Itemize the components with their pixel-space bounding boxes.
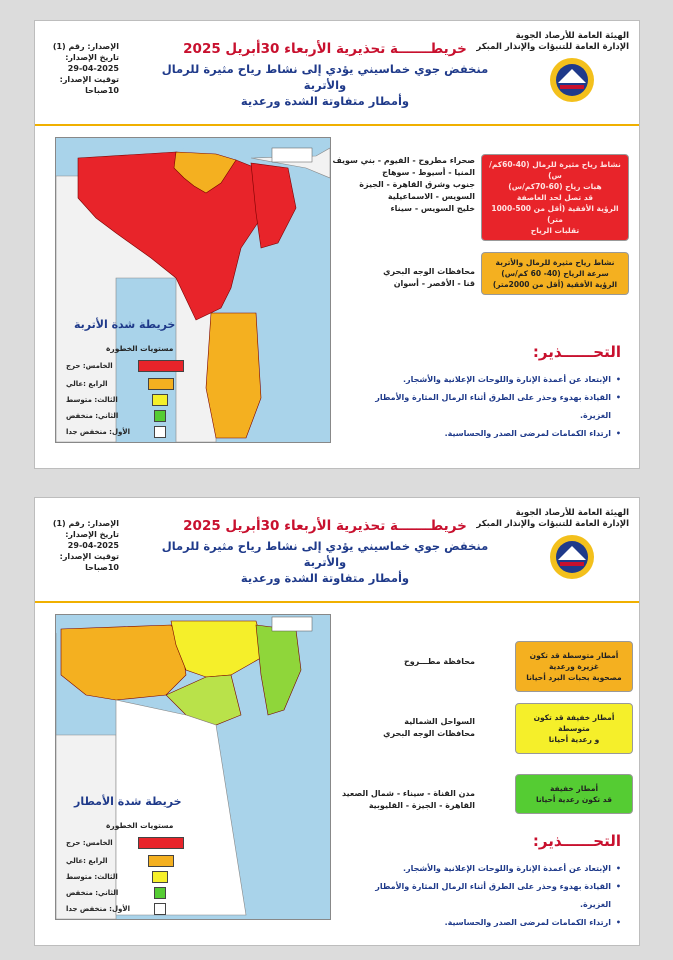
header xyxy=(35,498,639,594)
level-medium xyxy=(66,394,196,408)
area-item: مدن القناة - سيناء - شمال الصعيد xyxy=(342,789,475,798)
level-swatch xyxy=(152,394,168,406)
ema-logo-icon xyxy=(543,532,601,582)
box-line: مصحوبة بحبات البرد أحيانا xyxy=(526,673,622,682)
level-critical xyxy=(66,360,196,374)
level-very-low xyxy=(66,903,196,917)
area-item: خليج السويس - سيناء xyxy=(390,204,475,213)
issue-date: تاريخ الإصدار: 2025-04-29 xyxy=(65,53,119,73)
box-line: أمطار متوسطة قد تكون غزيرة ورعدية xyxy=(529,651,619,671)
level-low xyxy=(66,410,196,424)
title: خريطـــــــة تحذيرية الأربعاء 30أبريل 2025 xyxy=(183,41,467,57)
high-dust-box xyxy=(481,252,629,295)
subtitle-line-1: منخفض جوي خماسيني يؤدي إلى نشاط رياح مثيرة للرمال والأتربة xyxy=(161,539,489,569)
high-rain-box xyxy=(515,641,633,692)
area-item: صحراء مطروح - الفيوم - بني سويف xyxy=(332,156,475,165)
area-item: محافظة مطـــروح xyxy=(403,657,475,666)
header xyxy=(35,21,639,117)
level-medium xyxy=(66,871,196,885)
box-line: أمطار خفيفة قد تكون متوسطة xyxy=(533,713,615,733)
issue-meta xyxy=(39,41,119,96)
area-item: السواحل الشمالية xyxy=(404,717,475,726)
warning-item: • الإبتعاد عن أعمدة الإنارة واللوحات الإعلانية والأشجار. xyxy=(361,860,621,878)
box-line: قد تصل لحد العاصفة xyxy=(516,193,594,202)
warning-header: التحــــــذير: xyxy=(532,343,621,361)
level-label: الثالث: متوسط xyxy=(66,873,118,881)
level-label: الثاني: منخفض xyxy=(66,889,119,897)
medium-rain-areas xyxy=(325,716,475,740)
level-label: الثالث: متوسط xyxy=(66,396,118,404)
level-high xyxy=(66,378,196,392)
high-areas xyxy=(325,266,475,290)
level-swatch xyxy=(154,887,166,899)
critical-dust-box xyxy=(481,154,629,241)
level-swatch xyxy=(154,903,166,915)
title: خريطـــــــة تحذيرية الأربعاء 30أبريل 2025 xyxy=(183,518,467,534)
level-swatch xyxy=(148,855,174,867)
level-label: الأول: منخفض جدا xyxy=(66,905,131,913)
box-line: سرعة الرياح (40- 60 كم/س) xyxy=(501,269,609,278)
box-line: نشاط رياح مثيرة للرمال (40-60كم/س) xyxy=(489,160,621,180)
area-item: محافظات الوجه البحري xyxy=(383,729,475,738)
issue-number: الإصدار: رقم (1) xyxy=(52,519,119,528)
issue-meta xyxy=(39,518,119,573)
warning-item: • القيادة بهدوء وحذر على الطرق أثناء الرمال المثارة والأمطار الغزيرة. xyxy=(361,389,621,425)
box-line: هبات رياح (60-70كم/س) xyxy=(508,182,602,191)
level-label: الثاني: منخفض xyxy=(66,412,119,420)
header-divider xyxy=(35,124,639,126)
ema-logo-icon xyxy=(543,55,601,105)
org-line-1: الهيئة العامة للأرصاد الجوية xyxy=(515,508,629,518)
dust-warning-card xyxy=(34,20,640,469)
box-line: تقلبات الرياح xyxy=(530,226,580,235)
map-title: خريطة شدة الأمطار xyxy=(74,795,182,808)
level-label: الخامس: حرج xyxy=(66,362,113,370)
box-line: و رعدية أحيانا xyxy=(548,735,600,744)
area-item: جنوب وشرق القاهرة - الجيزة xyxy=(359,180,475,189)
level-swatch xyxy=(138,360,184,372)
level-very-low xyxy=(66,426,196,440)
subtitle-line-2: وأمطار متفاوتة الشدة ورعدية xyxy=(240,571,410,585)
warning-item: • القيادة بهدوء وحذر على الطرق أثناء الرمال المثارة والأمطار الغزيرة. xyxy=(361,878,621,914)
rain-warning-card xyxy=(34,497,640,946)
levels-header: مستويات الخطورة xyxy=(106,821,174,830)
issue-time: توقيت الإصدار: 10صباحا xyxy=(59,75,119,95)
levels-header: مستويات الخطورة xyxy=(106,344,174,353)
level-critical xyxy=(66,837,196,851)
level-swatch xyxy=(154,426,166,438)
area-item: السويس - الاسماعيلية xyxy=(387,192,475,201)
subtitle-line-2: وأمطار متفاوتة الشدة ورعدية xyxy=(240,94,410,108)
issue-number: الإصدار: رقم (1) xyxy=(52,42,119,51)
box-line: قد تكون رعدية أحيانا xyxy=(536,795,612,804)
org-line-2: الإدارة العامة للتنبؤات والإنذار المبكر xyxy=(476,42,629,52)
level-label: الأول: منخفض جدا xyxy=(66,428,131,436)
level-label: الخامس: حرج xyxy=(66,839,113,847)
organization-name xyxy=(476,508,629,530)
rain-map xyxy=(55,614,331,920)
high-rain-areas xyxy=(325,656,475,668)
dust-map xyxy=(55,137,331,443)
warning-list xyxy=(361,371,621,443)
medium-rain-box xyxy=(515,703,633,754)
level-swatch xyxy=(154,410,166,422)
warning-item: • الإبتعاد عن أعمدة الإنارة واللوحات الإعلانية والأشجار. xyxy=(361,371,621,389)
level-low xyxy=(66,887,196,901)
area-item: القاهرة - الجيزة - القليوبية xyxy=(368,801,475,810)
subtitle xyxy=(145,538,505,586)
box-line: الرؤية الأفقية (أقل من 500-1000 متر) xyxy=(491,204,619,224)
level-swatch xyxy=(138,837,184,849)
area-item: المنيا - أسيوط - سوهاج xyxy=(382,168,475,177)
map-title: خريطة شدة الأتربة xyxy=(74,318,176,331)
level-swatch xyxy=(148,378,174,390)
area-item: محافظات الوجه البحري xyxy=(383,267,475,276)
warning-list xyxy=(361,860,621,932)
header-divider xyxy=(35,601,639,603)
issue-date: تاريخ الإصدار: 2025-04-29 xyxy=(65,530,119,550)
box-line: الرؤية الأفقية (أقل من 2000متر) xyxy=(492,280,618,289)
level-swatch xyxy=(152,871,168,883)
org-line-2: الإدارة العامة للتنبؤات والإنذار المبكر xyxy=(476,519,629,529)
level-label: الرابع :عالي xyxy=(66,857,108,865)
organization-name xyxy=(476,31,629,53)
level-label: الرابع :عالي xyxy=(66,380,108,388)
level-high xyxy=(66,855,196,869)
area-item: قنا - الأقصر - أسوان xyxy=(393,279,475,288)
warning-header: التحــــــذير: xyxy=(532,832,621,850)
subtitle xyxy=(145,61,505,109)
warning-item: • ارتداء الكمامات لمرضى الصدر والحساسية. xyxy=(361,425,621,443)
issue-time: توقيت الإصدار: 10صباحا xyxy=(59,552,119,572)
box-line: أمطار خفيفة xyxy=(549,784,599,793)
low-rain-areas xyxy=(325,788,475,812)
warning-item: • ارتداء الكمامات لمرضى الصدر والحساسية. xyxy=(361,914,621,932)
box-line: نشاط رياح مثيرة للرمال والأتربة xyxy=(495,258,615,267)
low-rain-box xyxy=(515,774,633,814)
subtitle-line-1: منخفض جوي خماسيني يؤدي إلى نشاط رياح مثيرة للرمال والأتربة xyxy=(161,62,489,92)
critical-areas xyxy=(325,155,475,215)
org-line-1: الهيئة العامة للأرصاد الجوية xyxy=(515,31,629,41)
